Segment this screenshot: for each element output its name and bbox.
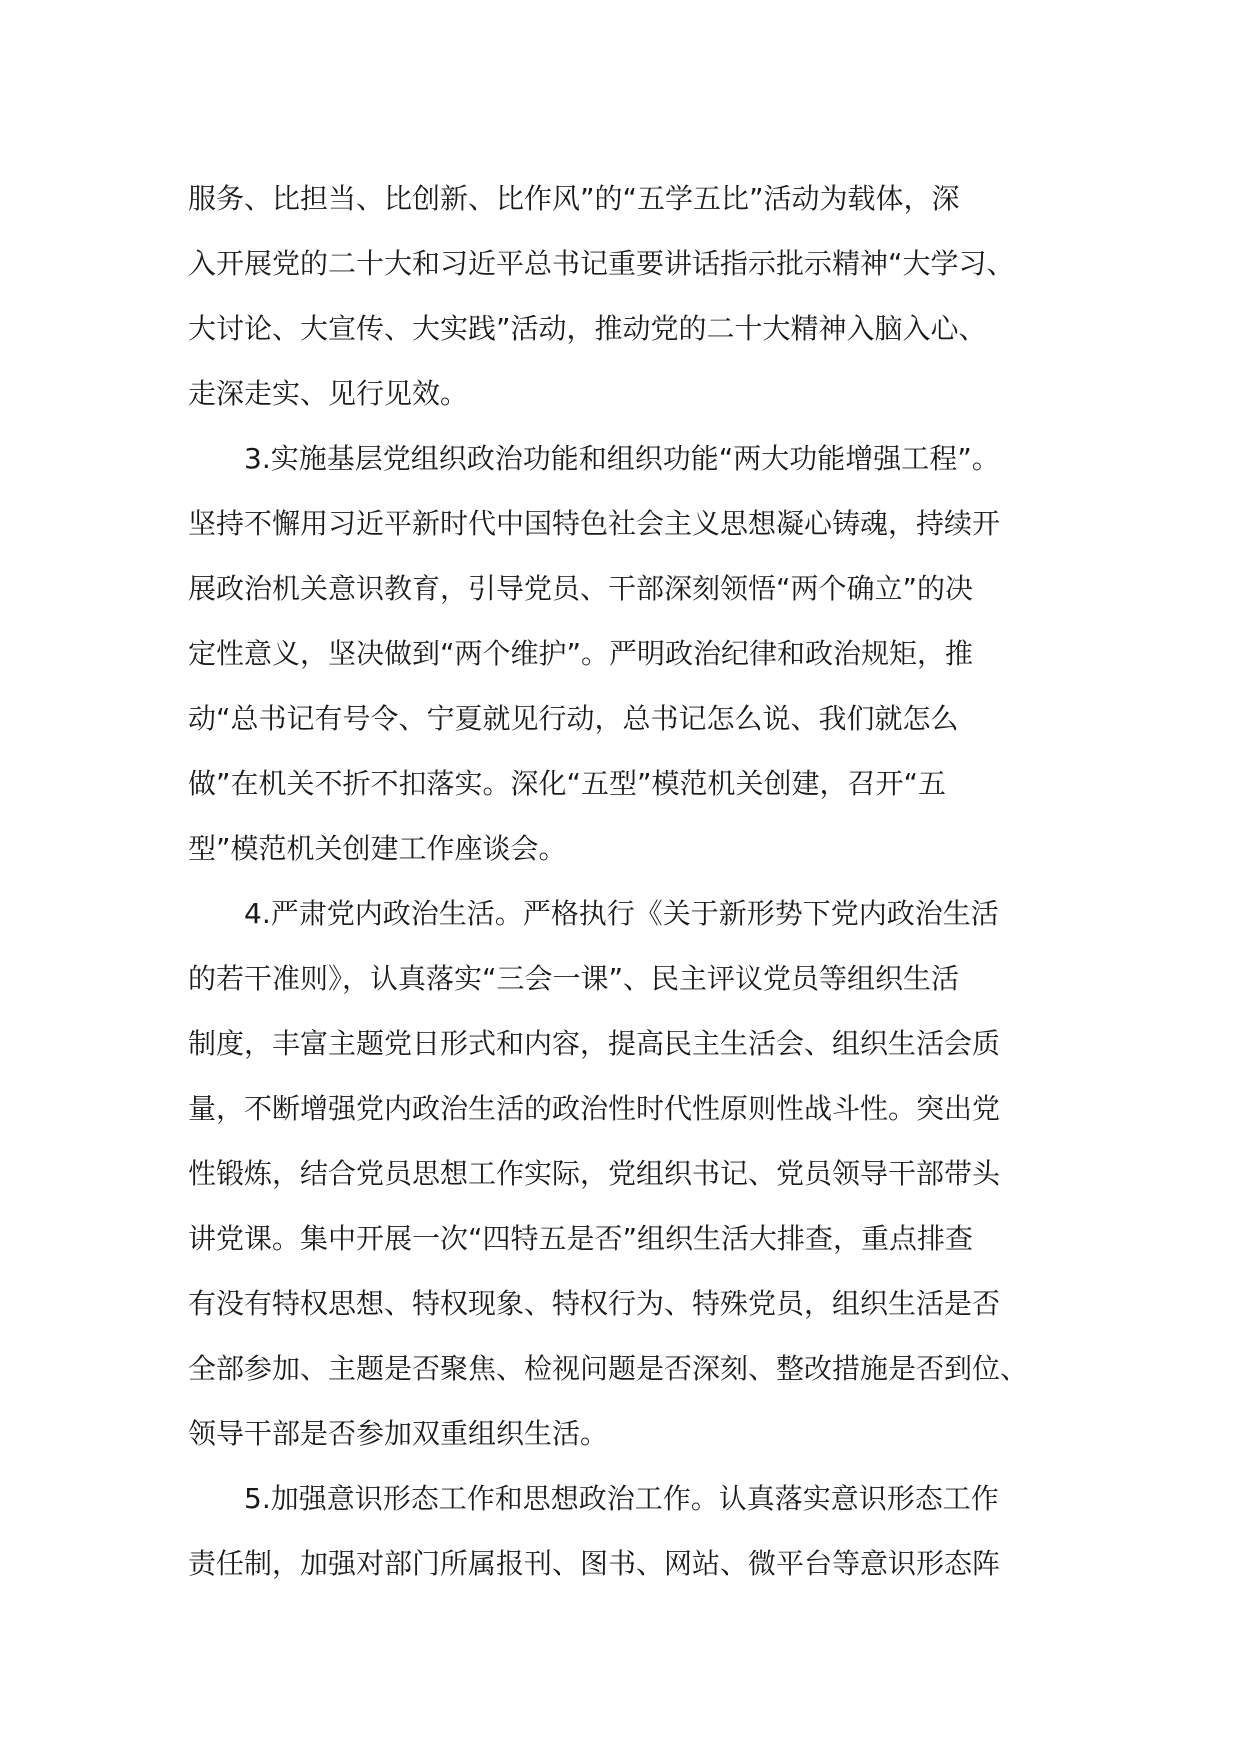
text-line: 责任制，加强对部门所属报刊、图书、网站、微平台等意识形态阵 [188,1547,1001,1580]
text-line: 全部参加、主题是否聚焦、检视问题是否深刻、整改措施是否到位、 [188,1352,1029,1385]
text-line: 走深走实、见行见效。 [188,377,469,410]
text-line: 服务、比担当、比创新、比作风”的“五学五比”活动为载体，深 [188,182,960,215]
text-line: 型”模范机关创建工作座谈会。 [188,832,567,865]
text-line: 领导干部是否参加双重组织生活。 [188,1417,609,1450]
text-line: 展政治机关意识教育，引导党员、干部深刻领悟“两个确立”的决 [188,572,974,605]
document-body [188,166,1088,1596]
text-line: 有没有特权思想、特权现象、特权行为、特殊党员，组织生活是否 [188,1287,1001,1320]
text-line: 3.实施基层党组织政治功能和组织功能“两大功能增强工程”。 [244,442,1000,475]
text-line: 5.加强意识形态工作和思想政治工作。认真落实意识形态工作 [244,1482,999,1515]
text-line: 量，不断增强党内政治生活的政治性时代性原则性战斗性。突出党 [188,1092,1001,1125]
paragraph-2 [188,426,1088,881]
text-line: 做”在机关不折不扣落实。深化“五型”模范机关创建，召开“五 [188,767,947,800]
text-line: 定性意义，坚决做到“两个维护”。严明政治纪律和政治规矩，推 [188,637,974,670]
paragraph-4 [188,1466,1088,1596]
text-line: 入开展党的二十大和习近平总书记重要讲话指示批示精神“大学习、 [188,247,1015,280]
text-line: 4.严肃党内政治生活。严格执行《关于新形势下党内政治生活 [244,897,999,930]
text-line: 性锻炼，结合党员思想工作实际，党组织书记、党员领导干部带头 [188,1157,1001,1190]
text-line: 讲党课。集中开展一次“四特五是否”组织生活大排查，重点排查 [188,1222,974,1255]
text-line: 的若干准则》，认真落实“三会一课”、民主评议党员等组织生活 [188,962,960,995]
text-line: 坚持不懈用习近平新时代中国特色社会主义思想凝心铸魂，持续开 [188,507,1001,540]
text-line: 大讨论、大宣传、大实践”活动，推动党的二十大精神入脑入心、 [188,312,987,345]
text-line: 动“总书记有号令、宁夏就见行动，总书记怎么说、我们就怎么 [188,702,959,735]
paragraph-1 [188,166,1088,426]
text-line: 制度，丰富主题党日形式和内容，提高民主生活会、组织生活会质 [188,1027,1001,1060]
paragraph-3 [188,881,1088,1466]
